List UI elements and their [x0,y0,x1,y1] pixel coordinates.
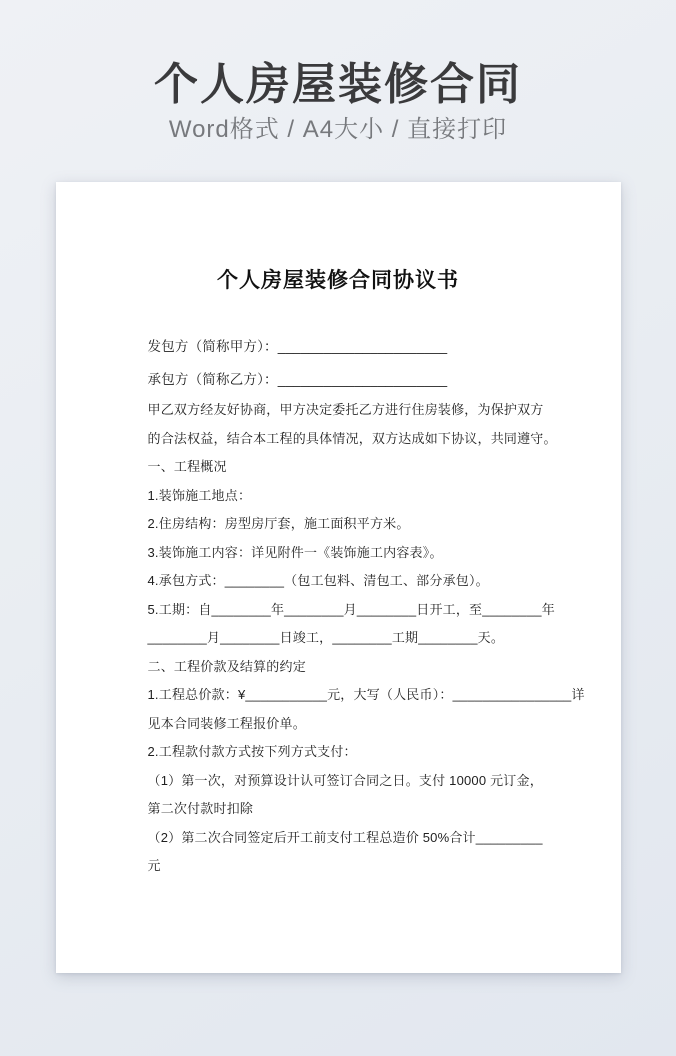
contract-line: 第二次付款时扣除 [147,801,254,816]
document-page [56,182,621,973]
contract-line: （1）第一次，对预算设计认可签订合同之日。支付 10000 元订金， [147,772,543,788]
contract-line: （2）第二次合同签定后开工前支付工程总造价 50%合计_________ [147,829,543,845]
document-body [147,330,585,881]
contract-line: 的合法权益，结合本工程的具体情况，双方达成如下协议，共同遵守。 [147,430,557,446]
contract-line: ________月________日竣工，________工期________天。 [147,630,505,645]
contract-section-heading: 二、工程价款及结算的约定 [147,658,306,674]
contract-line: 甲乙双方经友好协商，甲方决定委托乙方进行住房装修，为保护双方 [147,402,544,417]
contract-line: 1.工程总价款：¥___________元，大写（人民币）：________________详 [147,687,585,702]
document-title: 个人房屋装修合同协议书 [217,269,459,292]
poster-title: 个人房屋装修合同 [154,60,522,109]
contract-line-party-a: 发包方（简称甲方）：______________________ [147,339,448,354]
contract-line: 1.装饰施工地点： [147,487,252,503]
contract-line: 4.承包方式：________（包工包料、清包工、部分承包）。 [147,573,489,588]
contract-line: 元 [147,858,161,873]
contract-line: 5.工期：自________年________月________日开工，至________年 [147,601,555,617]
contract-line: 2.工程款付款方式按下列方式支付： [147,744,357,759]
contract-line: 3.装饰施工内容：详见附件一《装饰施工内容表》。 [147,544,443,560]
contract-line: 2.住房结构：房型房厅套，施工面积平方米。 [147,516,410,531]
contract-line: 见本合同装修工程报价单。 [147,715,306,731]
contract-line-party-b: 承包方（简称乙方）：______________________ [147,372,448,387]
poster-subtitle: Word格式 / A4大小 / 直接打印 [168,116,508,143]
poster-header [0,0,676,144]
contract-section-heading: 一、工程概况 [147,459,227,474]
